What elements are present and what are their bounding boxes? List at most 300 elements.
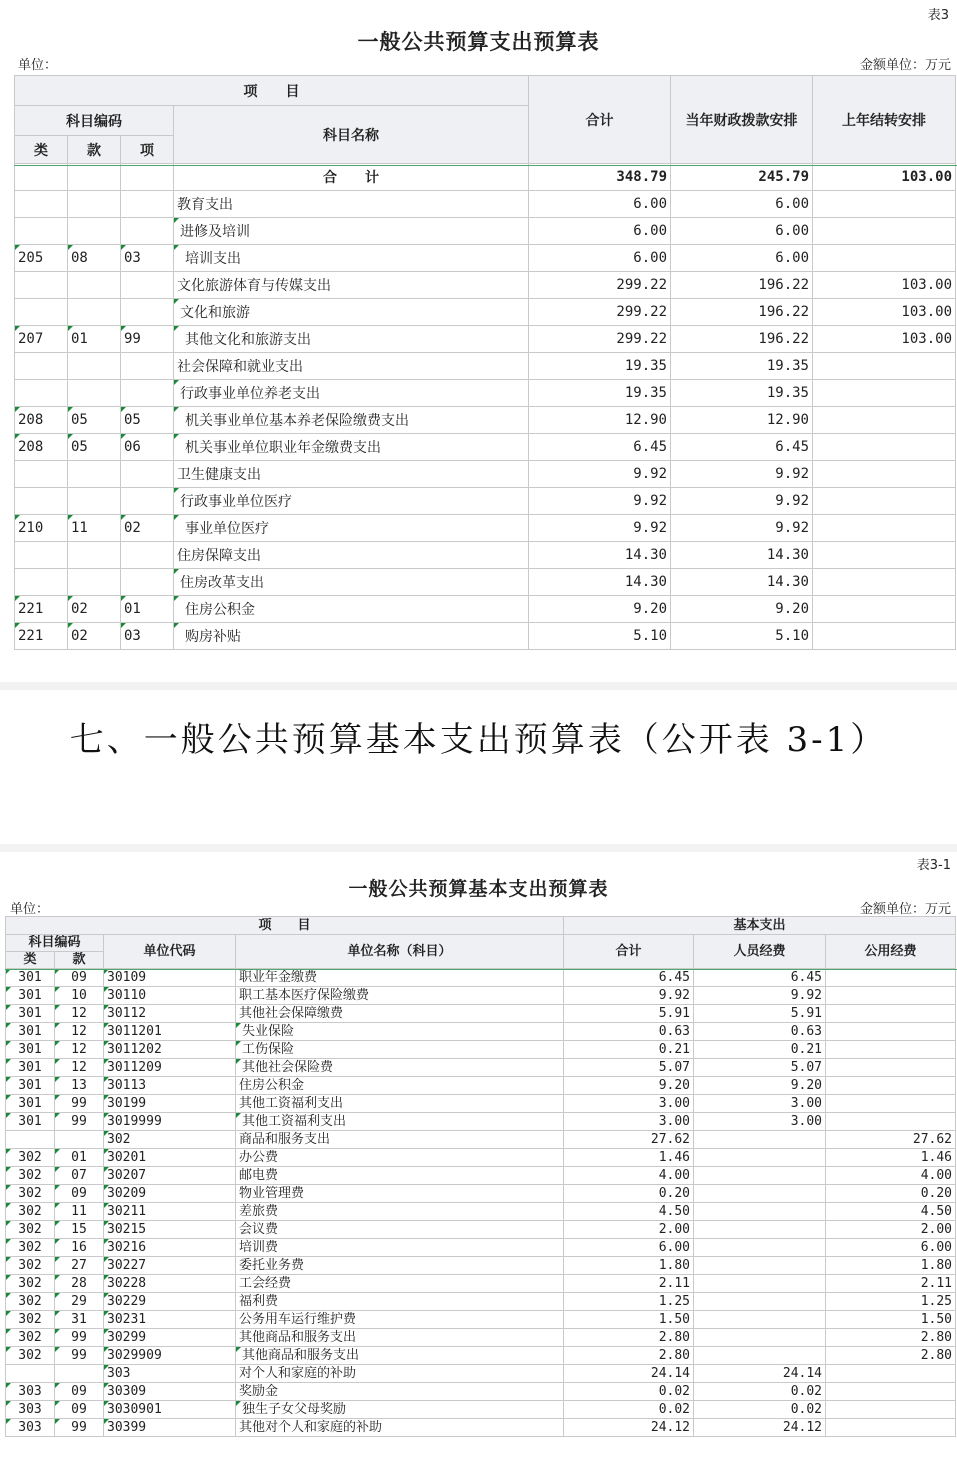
unit-code: 30215 xyxy=(104,1221,236,1239)
kuan-code: 12 xyxy=(55,1005,104,1023)
total-value: 299.22 xyxy=(529,299,671,326)
carryover-value xyxy=(813,542,956,569)
total-value: 4.50 xyxy=(564,1203,694,1221)
unit-name: 其他社会保险费 xyxy=(236,1059,564,1077)
total-value: 14.30 xyxy=(529,569,671,596)
unit-code: 30229 xyxy=(104,1293,236,1311)
current-year-value: 9.20 xyxy=(671,596,813,623)
table-row xyxy=(6,1293,956,1311)
unit-name: 工会经费 xyxy=(236,1275,564,1293)
table-number: 表3-1 xyxy=(916,858,951,873)
current-year-value: 6.00 xyxy=(671,218,813,245)
xiang-code xyxy=(121,488,174,515)
kuan-code: 99 xyxy=(55,1419,104,1437)
header-personnel: 人员经费 xyxy=(694,935,826,969)
lei-code: 302 xyxy=(6,1293,55,1311)
unit-name: 其他商品和服务支出 xyxy=(236,1347,564,1365)
carryover-value: 103.00 xyxy=(813,299,956,326)
lei-code: 302 xyxy=(6,1149,55,1167)
header-current-year: 当年财政拨款安排 xyxy=(671,76,813,164)
header-carryover: 上年结转安排 xyxy=(813,76,956,164)
personnel-value xyxy=(694,1221,826,1239)
personnel-value: 0.02 xyxy=(694,1401,826,1419)
kuan-code: 10 xyxy=(55,987,104,1005)
table-row xyxy=(6,1077,956,1095)
lei-code: 302 xyxy=(6,1347,55,1365)
header-unit-name: 单位名称（科目） xyxy=(236,935,564,969)
header-subject-code: 科目编码 xyxy=(15,106,174,136)
total-value: 24.14 xyxy=(564,1365,694,1383)
total-value: 19.35 xyxy=(529,380,671,407)
total-value: 9.20 xyxy=(564,1077,694,1095)
current-year-value: 245.79 xyxy=(671,164,813,191)
total-value: 0.63 xyxy=(564,1023,694,1041)
lei-code: 303 xyxy=(6,1419,55,1437)
carryover-value xyxy=(813,407,956,434)
unit-name: 住房公积金 xyxy=(236,1077,564,1095)
lei-code xyxy=(15,542,68,569)
unit-label: 单位： xyxy=(18,58,58,73)
empty-cell xyxy=(68,164,121,191)
lei-code: 303 xyxy=(6,1401,55,1419)
total-value: 12.90 xyxy=(529,407,671,434)
current-year-value: 9.92 xyxy=(671,461,813,488)
total-value: 6.00 xyxy=(529,218,671,245)
total-value: 2.11 xyxy=(564,1275,694,1293)
kuan-code: 05 xyxy=(68,407,121,434)
lei-code: 208 xyxy=(15,407,68,434)
table-row xyxy=(15,488,956,515)
lei-code xyxy=(6,1131,55,1149)
lei-code xyxy=(15,461,68,488)
table-row xyxy=(6,1365,956,1383)
table-row xyxy=(6,1005,956,1023)
personnel-value xyxy=(694,1275,826,1293)
lei-code xyxy=(15,569,68,596)
table-row xyxy=(15,353,956,380)
section-heading: 七、一般公共预算基本支出预算表（公开表 3-1） xyxy=(69,720,888,760)
kuan-code: 09 xyxy=(55,1185,104,1203)
personnel-value: 3.00 xyxy=(694,1095,826,1113)
personnel-value xyxy=(694,1311,826,1329)
total-value: 1.50 xyxy=(564,1311,694,1329)
total-value: 0.02 xyxy=(564,1401,694,1419)
kuan-code xyxy=(68,380,121,407)
lei-code: 210 xyxy=(15,515,68,542)
kuan-code: 09 xyxy=(55,1383,104,1401)
total-value: 1.46 xyxy=(564,1149,694,1167)
total-label: 合 计 xyxy=(174,164,529,191)
kuan-code: 12 xyxy=(55,1041,104,1059)
total-value: 6.00 xyxy=(529,245,671,272)
header-kuan: 款 xyxy=(55,952,104,969)
total-value: 6.00 xyxy=(529,191,671,218)
top-table-section xyxy=(0,0,957,690)
subject-name: 机关事业单位基本养老保险缴费支出 xyxy=(174,407,529,434)
kuan-code: 01 xyxy=(55,1149,104,1167)
subject-name: 进修及培训 xyxy=(174,218,529,245)
subject-name: 住房公积金 xyxy=(174,596,529,623)
table-number: 表3 xyxy=(927,8,949,23)
table-row xyxy=(15,380,956,407)
lei-code xyxy=(15,191,68,218)
xiang-code xyxy=(121,272,174,299)
personnel-value: 9.92 xyxy=(694,987,826,1005)
kuan-code: 01 xyxy=(68,326,121,353)
kuan-code xyxy=(55,1131,104,1149)
kuan-code xyxy=(68,542,121,569)
public-value: 2.80 xyxy=(826,1347,956,1365)
kuan-code xyxy=(68,461,121,488)
kuan-code xyxy=(55,1365,104,1383)
current-year-value: 12.90 xyxy=(671,407,813,434)
table-row xyxy=(15,461,956,488)
table-row xyxy=(6,1131,956,1149)
table-row xyxy=(6,1059,956,1077)
lei-code xyxy=(15,488,68,515)
public-value xyxy=(826,1365,956,1383)
table-row xyxy=(15,542,956,569)
amount-unit-label: 金额单位：万元 xyxy=(859,902,951,917)
header-subject-name: 科目名称 xyxy=(174,106,529,164)
total-value: 4.00 xyxy=(564,1167,694,1185)
unit-name: 职工基本医疗保险缴费 xyxy=(236,987,564,1005)
table-row xyxy=(6,1113,956,1131)
lei-code: 221 xyxy=(15,596,68,623)
xiang-code xyxy=(121,353,174,380)
lei-code: 221 xyxy=(15,623,68,650)
kuan-code: 02 xyxy=(68,596,121,623)
unit-code: 3030901 xyxy=(104,1401,236,1419)
header-project: 项 目 xyxy=(6,917,564,935)
table-row xyxy=(6,1185,956,1203)
kuan-code xyxy=(68,299,121,326)
public-value xyxy=(826,1095,956,1113)
total-row xyxy=(15,164,956,191)
lei-code: 303 xyxy=(6,1383,55,1401)
unit-code: 30199 xyxy=(104,1095,236,1113)
total-value: 2.00 xyxy=(564,1221,694,1239)
table-row xyxy=(6,1383,956,1401)
xiang-code xyxy=(121,461,174,488)
unit-name: 其他工资福利支出 xyxy=(236,1095,564,1113)
unit-name: 工伤保险 xyxy=(236,1041,564,1059)
total-value: 1.80 xyxy=(564,1257,694,1275)
kuan-code: 16 xyxy=(55,1239,104,1257)
total-value: 24.12 xyxy=(564,1419,694,1437)
unit-code: 302 xyxy=(104,1131,236,1149)
kuan-code: 12 xyxy=(55,1059,104,1077)
table-row xyxy=(6,1221,956,1239)
total-value: 5.10 xyxy=(529,623,671,650)
table-row xyxy=(6,1257,956,1275)
carryover-value xyxy=(813,569,956,596)
total-value: 6.45 xyxy=(564,969,694,987)
unit-code: 3011201 xyxy=(104,1023,236,1041)
total-value: 348.79 xyxy=(529,164,671,191)
empty-cell xyxy=(15,164,68,191)
total-value: 1.25 xyxy=(564,1293,694,1311)
public-value xyxy=(826,1401,956,1419)
lei-code: 301 xyxy=(6,1095,55,1113)
carryover-value xyxy=(813,434,956,461)
table-row xyxy=(15,434,956,461)
unit-label: 单位： xyxy=(10,902,50,917)
unit-code: 3019999 xyxy=(104,1113,236,1131)
current-year-value: 19.35 xyxy=(671,380,813,407)
total-value: 27.62 xyxy=(564,1131,694,1149)
lei-code xyxy=(15,272,68,299)
current-year-value: 6.00 xyxy=(671,245,813,272)
unit-code: 30109 xyxy=(104,969,236,987)
public-value: 0.20 xyxy=(826,1185,956,1203)
personnel-value xyxy=(694,1131,826,1149)
personnel-value: 24.12 xyxy=(694,1419,826,1437)
kuan-code: 13 xyxy=(55,1077,104,1095)
public-value xyxy=(826,1077,956,1095)
table-row xyxy=(6,1041,956,1059)
lei-code: 302 xyxy=(6,1185,55,1203)
table-row xyxy=(15,596,956,623)
kuan-code: 09 xyxy=(55,969,104,987)
subject-name: 行政事业单位医疗 xyxy=(174,488,529,515)
lei-code: 301 xyxy=(6,1059,55,1077)
header-total: 合计 xyxy=(529,76,671,164)
subject-name: 购房补贴 xyxy=(174,623,529,650)
kuan-code xyxy=(68,569,121,596)
table-row xyxy=(15,299,956,326)
unit-code: 3011202 xyxy=(104,1041,236,1059)
subject-name: 事业单位医疗 xyxy=(174,515,529,542)
lei-code: 302 xyxy=(6,1203,55,1221)
table-row xyxy=(6,1149,956,1167)
amount-unit-label: 金额单位：万元 xyxy=(859,58,951,73)
carryover-value xyxy=(813,488,956,515)
public-value: 2.00 xyxy=(826,1221,956,1239)
personnel-value: 24.14 xyxy=(694,1365,826,1383)
lei-code: 302 xyxy=(6,1239,55,1257)
carryover-value xyxy=(813,623,956,650)
xiang-code xyxy=(121,380,174,407)
xiang-code: 05 xyxy=(121,407,174,434)
personnel-value: 0.02 xyxy=(694,1383,826,1401)
unit-name: 邮电费 xyxy=(236,1167,564,1185)
subject-name: 住房改革支出 xyxy=(174,569,529,596)
unit-name: 其他工资福利支出 xyxy=(236,1113,564,1131)
header-divider xyxy=(14,165,957,166)
unit-code: 30299 xyxy=(104,1329,236,1347)
lei-code: 301 xyxy=(6,1005,55,1023)
public-value xyxy=(826,1005,956,1023)
kuan-code: 07 xyxy=(55,1167,104,1185)
kuan-code: 99 xyxy=(55,1347,104,1365)
lei-code: 301 xyxy=(6,1041,55,1059)
unit-code: 30201 xyxy=(104,1149,236,1167)
header-lei: 类 xyxy=(15,136,68,164)
lei-code: 208 xyxy=(15,434,68,461)
public-value: 1.25 xyxy=(826,1293,956,1311)
total-value: 0.20 xyxy=(564,1185,694,1203)
carryover-value xyxy=(813,353,956,380)
unit-name: 职业年金缴费 xyxy=(236,969,564,987)
xiang-code xyxy=(121,191,174,218)
personnel-value: 5.91 xyxy=(694,1005,826,1023)
kuan-code: 99 xyxy=(55,1095,104,1113)
total-value: 9.92 xyxy=(529,488,671,515)
unit-code: 30227 xyxy=(104,1257,236,1275)
total-value: 6.00 xyxy=(564,1239,694,1257)
kuan-code: 02 xyxy=(68,623,121,650)
total-value: 0.02 xyxy=(564,1383,694,1401)
table-row xyxy=(15,623,956,650)
table-row xyxy=(6,1239,956,1257)
total-value: 9.92 xyxy=(564,987,694,1005)
subject-name: 文化和旅游 xyxy=(174,299,529,326)
table-row xyxy=(6,1275,956,1293)
personnel-value xyxy=(694,1347,826,1365)
total-value: 3.00 xyxy=(564,1113,694,1131)
table-row xyxy=(6,1167,956,1185)
lei-code: 301 xyxy=(6,1113,55,1131)
lei-code: 302 xyxy=(6,1257,55,1275)
table-row xyxy=(6,987,956,1005)
personnel-value: 0.63 xyxy=(694,1023,826,1041)
table-row xyxy=(6,1203,956,1221)
current-year-value: 6.45 xyxy=(671,434,813,461)
kuan-code: 28 xyxy=(55,1275,104,1293)
unit-code: 30211 xyxy=(104,1203,236,1221)
header-unit-code: 单位代码 xyxy=(104,935,236,969)
subject-name: 其他文化和旅游支出 xyxy=(174,326,529,353)
carryover-value xyxy=(813,596,956,623)
separator-band xyxy=(0,682,957,690)
kuan-code xyxy=(68,191,121,218)
subject-name: 行政事业单位养老支出 xyxy=(174,380,529,407)
current-year-value: 196.22 xyxy=(671,326,813,353)
unit-code: 3029909 xyxy=(104,1347,236,1365)
kuan-code: 09 xyxy=(55,1401,104,1419)
header-lei: 类 xyxy=(6,952,55,969)
current-year-value: 14.30 xyxy=(671,569,813,596)
unit-code: 30228 xyxy=(104,1275,236,1293)
total-value: 9.20 xyxy=(529,596,671,623)
xiang-code: 03 xyxy=(121,623,174,650)
table-title: 一般公共预算支出预算表 xyxy=(357,29,600,54)
personnel-value: 6.45 xyxy=(694,969,826,987)
kuan-code: 27 xyxy=(55,1257,104,1275)
unit-name: 培训费 xyxy=(236,1239,564,1257)
unit-code: 30112 xyxy=(104,1005,236,1023)
unit-name: 物业管理费 xyxy=(236,1185,564,1203)
kuan-code: 29 xyxy=(55,1293,104,1311)
unit-name: 其他对个人和家庭的补助 xyxy=(236,1419,564,1437)
lei-code xyxy=(15,218,68,245)
unit-name: 对个人和家庭的补助 xyxy=(236,1365,564,1383)
table-row xyxy=(15,326,956,353)
unit-name: 商品和服务支出 xyxy=(236,1131,564,1149)
lei-code: 302 xyxy=(6,1221,55,1239)
kuan-code: 31 xyxy=(55,1311,104,1329)
xiang-code: 06 xyxy=(121,434,174,461)
personnel-value xyxy=(694,1257,826,1275)
kuan-code xyxy=(68,488,121,515)
unit-code: 30216 xyxy=(104,1239,236,1257)
personnel-value xyxy=(694,1149,826,1167)
bottom-table-section xyxy=(0,850,957,1464)
total-value: 6.45 xyxy=(529,434,671,461)
total-value: 299.22 xyxy=(529,272,671,299)
xiang-code xyxy=(121,299,174,326)
total-value: 299.22 xyxy=(529,326,671,353)
lei-code: 302 xyxy=(6,1275,55,1293)
personnel-value xyxy=(694,1167,826,1185)
personnel-value xyxy=(694,1329,826,1347)
carryover-value xyxy=(813,380,956,407)
xiang-code xyxy=(121,569,174,596)
current-year-value: 19.35 xyxy=(671,353,813,380)
kuan-code: 05 xyxy=(68,434,121,461)
public-value: 4.50 xyxy=(826,1203,956,1221)
current-year-value: 5.10 xyxy=(671,623,813,650)
carryover-value xyxy=(813,191,956,218)
unit-name: 失业保险 xyxy=(236,1023,564,1041)
personnel-value: 3.00 xyxy=(694,1113,826,1131)
carryover-value: 103.00 xyxy=(813,326,956,353)
unit-code: 30309 xyxy=(104,1383,236,1401)
header-xiang: 项 xyxy=(121,136,174,164)
lei-code xyxy=(6,1365,55,1383)
table-row xyxy=(15,407,956,434)
table-row xyxy=(15,218,956,245)
total-value: 0.21 xyxy=(564,1041,694,1059)
xiang-code: 99 xyxy=(121,326,174,353)
personnel-value: 0.21 xyxy=(694,1041,826,1059)
table-row xyxy=(6,1311,956,1329)
lei-code xyxy=(15,299,68,326)
table-row xyxy=(6,969,956,987)
lei-code xyxy=(15,353,68,380)
unit-code: 3011209 xyxy=(104,1059,236,1077)
table-row xyxy=(15,191,956,218)
total-value: 3.00 xyxy=(564,1095,694,1113)
total-value: 2.80 xyxy=(564,1329,694,1347)
xiang-code xyxy=(121,218,174,245)
carryover-value xyxy=(813,461,956,488)
public-value xyxy=(826,1419,956,1437)
basic-expenditure-table xyxy=(5,916,956,1437)
header-basic: 基本支出 xyxy=(564,917,956,935)
unit-code: 30113 xyxy=(104,1077,236,1095)
public-value: 1.50 xyxy=(826,1311,956,1329)
carryover-value: 103.00 xyxy=(813,272,956,299)
public-value: 2.80 xyxy=(826,1329,956,1347)
personnel-value: 5.07 xyxy=(694,1059,826,1077)
public-value xyxy=(826,1113,956,1131)
current-year-value: 14.30 xyxy=(671,542,813,569)
public-value: 27.62 xyxy=(826,1131,956,1149)
unit-name: 委托业务费 xyxy=(236,1257,564,1275)
personnel-value: 9.20 xyxy=(694,1077,826,1095)
unit-code: 30399 xyxy=(104,1419,236,1437)
public-value: 1.46 xyxy=(826,1149,956,1167)
public-value xyxy=(826,1041,956,1059)
lei-code: 301 xyxy=(6,987,55,1005)
lei-code: 301 xyxy=(6,1023,55,1041)
table-row xyxy=(6,1419,956,1437)
total-value: 14.30 xyxy=(529,542,671,569)
header-project: 项 目 xyxy=(15,76,529,106)
xiang-code: 03 xyxy=(121,245,174,272)
